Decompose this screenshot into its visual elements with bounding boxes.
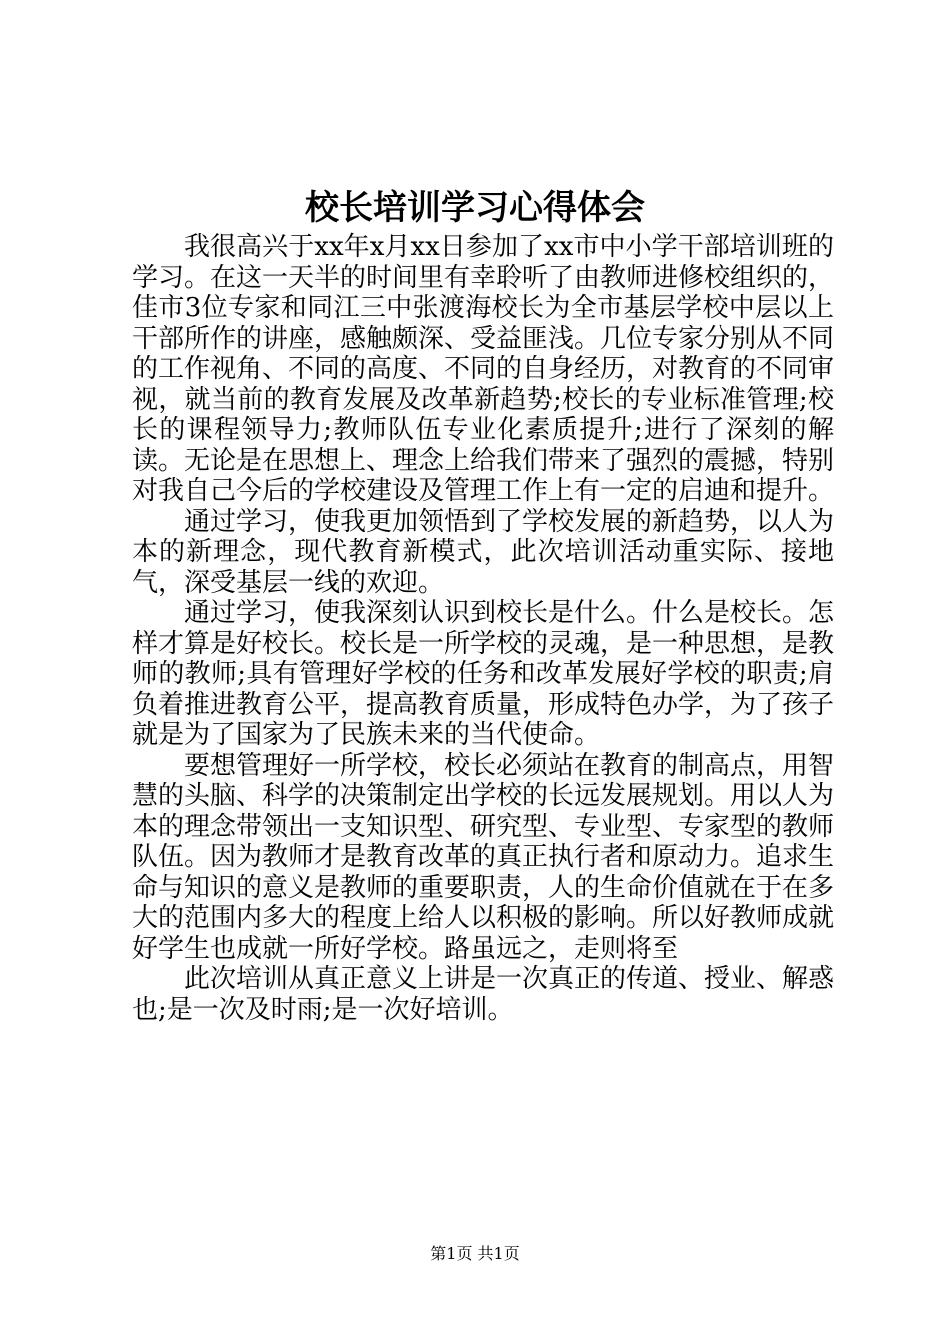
paragraph: 此次培训从真正意义上讲是一次真正的传道、授业、解惑也;是一次及时雨;是一次好培训。 <box>132 964 835 1025</box>
paragraph: 通过学习，使我深刻认识到校长是什么。什么是校长。怎样才算是好校长。校长是一所学校的灵魂，是一种思想，是教师的教师;具有管理好学校的任务和改革发展好学校的职责;肩负着推进教育公平，提高教育质量，形成特色办学，为了孩子就是为了国家为了民族未来的当代使命。 <box>132 598 835 750</box>
document-body <box>132 232 834 1025</box>
page-number-footer: 第1页 共1页 <box>430 1244 520 1263</box>
paragraph: 通过学习，使我更加领悟到了学校发展的新趋势，以人为本的新理念，现代教育新模式，此次培训活动重实际、接地气，深受基层一线的欢迎。 <box>132 506 835 598</box>
document-title: 校长培训学习心得体会 <box>305 188 645 228</box>
paragraph: 我很高兴于xx年x月xx日参加了xx市中小学干部培训班的学习。在这一天半的时间里有幸聆听了由教师进修校组织的，佳市3位专家和同江三中张渡海校长为全市基层学校中层以上干部所作的讲座，感触颇深、受益匪浅。几位专家分别从不同的工作视角、不同的高度、不同的自身经历，对教育的不同审视，就当前的教育发展及改革新趋势;校长的专业标准管理;校长的课程领导力;教师队伍专业化素质提升;进行了深刻的解读。无论是在思想上、理念上给我们带来了强烈的震撼，特别对我自己今后的学校建设及管理工作上有一定的启迪和提升。 <box>132 232 835 506</box>
paragraph: 要想管理好一所学校，校长必须站在教育的制高点，用智慧的头脑、科学的决策制定出学校的长远发展规划。用以人为本的理念带领出一支知识型、研究型、专业型、专家型的教师队伍。因为教师才是教育改革的真正执行者和原动力。追求生命与知识的意义是教师的重要职责，人的生命价值就在于在多大的范围内多大的程度上给人以积极的影响。所以好教师成就好学生也成就一所好学校。路虽远之，走则将至 <box>132 750 835 964</box>
